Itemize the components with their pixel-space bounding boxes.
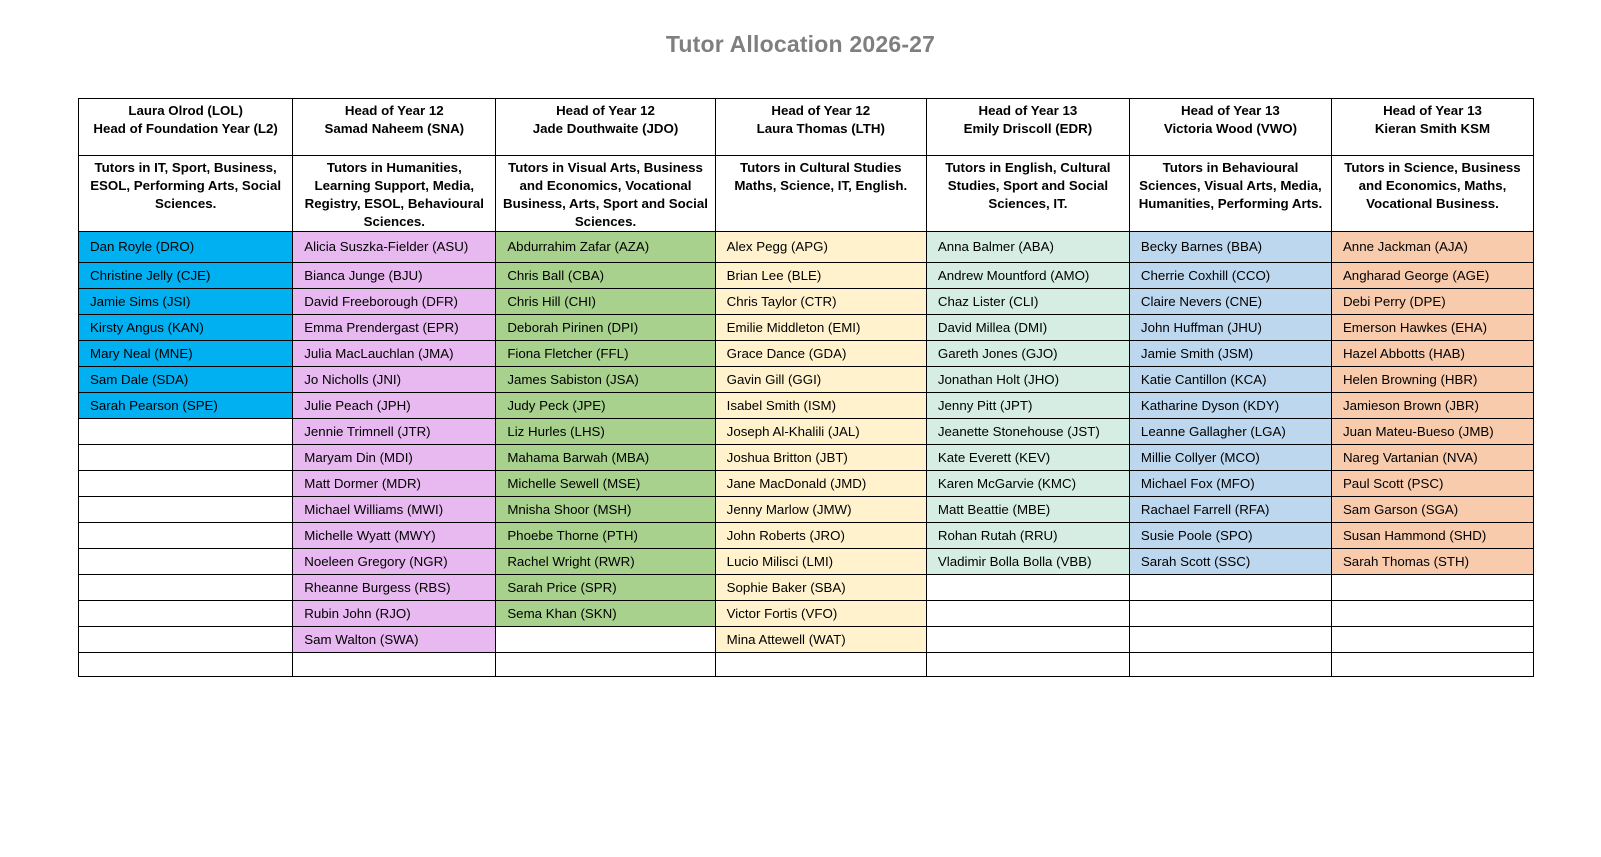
tutor-allocation-table [78,98,1534,677]
tutor-cell: Emerson Hawkes (EHA) [1331,315,1533,341]
tutor-cell: Rachel Wright (RWR) [496,549,715,575]
tutor-cell: Rachael Farrell (RFA) [1129,497,1331,523]
empty-cell [79,653,293,677]
empty-cell [79,549,293,575]
column-description-3: Tutors in Visual Arts, Business and Economics, Vocational Business, Arts, Sport and Social Sciences. [496,156,715,232]
tutor-cell: Gareth Jones (GJO) [926,341,1129,367]
column-header-5 [926,99,1129,156]
tutor-cell: Mahama Barwah (MBA) [496,445,715,471]
tutor-cell: Nareg Vartanian (NVA) [1331,445,1533,471]
empty-cell [79,523,293,549]
tutor-cell: Sophie Baker (SBA) [715,575,926,601]
header-head-name: Emily Driscoll (EDR) [963,121,1093,136]
tutor-cell: Fiona Fletcher (FFL) [496,341,715,367]
table-row [79,341,1534,367]
description-row [79,156,1534,232]
tutor-cell: Chaz Lister (CLI) [926,289,1129,315]
tutor-cell: Victor Fortis (VFO) [715,601,926,627]
empty-cell [293,653,496,677]
tutor-cell: Becky Barnes (BBA) [1129,232,1331,263]
empty-cell [926,575,1129,601]
table-row [79,653,1534,677]
header-title: Head of Year 12 [556,103,655,118]
column-description-6: Tutors in Behavioural Sciences, Visual Arts, Media, Humanities, Performing Arts. [1129,156,1331,232]
tutor-cell: Deborah Pirinen (DPI) [496,315,715,341]
tutor-cell: Isabel Smith (ISM) [715,393,926,419]
header-head-name: Laura Thomas (LTH) [756,121,885,136]
tutor-cell: Jeanette Stonehouse (JST) [926,419,1129,445]
tutor-cell: John Roberts (JRO) [715,523,926,549]
column-header-7 [1331,99,1533,156]
empty-cell [926,601,1129,627]
tutor-cell: Michelle Wyatt (MWY) [293,523,496,549]
table-row [79,471,1534,497]
tutor-cell: Chris Ball (CBA) [496,263,715,289]
tutor-cell: Helen Browning (HBR) [1331,367,1533,393]
empty-cell [79,471,293,497]
empty-cell [79,627,293,653]
column-description-5: Tutors in English, Cultural Studies, Sport and Social Sciences, IT. [926,156,1129,232]
header-title: Head of Year 12 [771,103,871,118]
header-head-name: Victoria Wood (VWO) [1163,121,1298,136]
tutor-cell: Susie Poole (SPO) [1129,523,1331,549]
table-row [79,419,1534,445]
tutor-cell: Vladimir Bolla Bolla (VBB) [926,549,1129,575]
tutor-cell: Jenny Pitt (JPT) [926,393,1129,419]
header-head-name: Kieran Smith KSM [1374,121,1491,136]
tutor-cell: Cherrie Coxhill (CCO) [1129,263,1331,289]
tutor-cell: Judy Peck (JPE) [496,393,715,419]
table-row [79,393,1534,419]
tutor-cell: Grace Dance (GDA) [715,341,926,367]
tutor-cell: John Huffman (JHU) [1129,315,1331,341]
empty-cell [1129,627,1331,653]
empty-cell [79,419,293,445]
tutor-cell: Jamie Sims (JSI) [79,289,293,315]
column-header-4 [715,99,926,156]
header-title: Head of Year 13 [978,103,1078,118]
tutor-cell: Bianca Junge (BJU) [293,263,496,289]
tutor-cell: Christine Jelly (CJE) [79,263,293,289]
empty-cell [496,627,715,653]
empty-cell [715,653,926,677]
tutor-cell: Joseph Al-Khalili (JAL) [715,419,926,445]
table-row [79,601,1534,627]
header-title: Head of Year 12 [344,103,444,118]
tutor-cell: Jamie Smith (JSM) [1129,341,1331,367]
tutor-cell: Anna Balmer (ABA) [926,232,1129,263]
tutor-cell: Phoebe Thorne (PTH) [496,523,715,549]
empty-cell [1129,601,1331,627]
tutor-cell: Andrew Mountford (AMO) [926,263,1129,289]
tutor-cell: Michael Fox (MFO) [1129,471,1331,497]
column-description-1: Tutors in IT, Sport, Business, ESOL, Performing Arts, Social Sciences. [79,156,293,232]
tutor-cell: Katharine Dyson (KDY) [1129,393,1331,419]
tutor-cell: Brian Lee (BLE) [715,263,926,289]
empty-cell [1331,601,1533,627]
tutor-cell: Alex Pegg (APG) [715,232,926,263]
empty-cell [1129,653,1331,677]
empty-cell [1331,653,1533,677]
tutor-cell: Sarah Pearson (SPE) [79,393,293,419]
table-row [79,523,1534,549]
tutor-cell: Sarah Price (SPR) [496,575,715,601]
header-head-name: Head of Foundation Year (L2) [93,121,278,136]
column-header-1 [79,99,293,156]
tutor-cell: Matt Dormer (MDR) [293,471,496,497]
tutor-cell: Noeleen Gregory (NGR) [293,549,496,575]
tutor-cell: Chris Hill (CHI) [496,289,715,315]
empty-cell [79,445,293,471]
table-row [79,549,1534,575]
table-row [79,627,1534,653]
tutor-cell: Lucio Milisci (LMI) [715,549,926,575]
header-title: Laura Olrod (LOL) [128,103,243,118]
tutor-cell: Dan Royle (DRO) [79,232,293,263]
tutor-cell: Juan Mateu-Bueso (JMB) [1331,419,1533,445]
tutor-cell: Michael Williams (MWI) [293,497,496,523]
tutor-cell: Michelle Sewell (MSE) [496,471,715,497]
table-row [79,263,1534,289]
tutor-cell: Jonathan Holt (JHO) [926,367,1129,393]
tutor-cell: Sam Walton (SWA) [293,627,496,653]
tutor-cell: Rheanne Burgess (RBS) [293,575,496,601]
tutor-cell: Jennie Trimnell (JTR) [293,419,496,445]
column-header-3 [496,99,715,156]
header-row [79,99,1534,156]
empty-cell [1331,627,1533,653]
header-head-name: Jade Douthwaite (JDO) [532,121,679,136]
empty-cell [496,653,715,677]
tutor-cell: Leanne Gallagher (LGA) [1129,419,1331,445]
tutor-cell: Julie Peach (JPH) [293,393,496,419]
tutor-cell: Paul Scott (PSC) [1331,471,1533,497]
tutor-cell: Sarah Thomas (STH) [1331,549,1533,575]
header-title: Head of Year 13 [1181,103,1280,118]
empty-cell [926,653,1129,677]
empty-cell [926,627,1129,653]
tutor-cell: Chris Taylor (CTR) [715,289,926,315]
tutor-cell: Julia MacLauchlan (JMA) [293,341,496,367]
table-row [79,575,1534,601]
tutor-cell: Jenny Marlow (JMW) [715,497,926,523]
table-row [79,445,1534,471]
table-row [79,497,1534,523]
tutor-cell: Jo Nicholls (JNI) [293,367,496,393]
tutor-cell: Katie Cantillon (KCA) [1129,367,1331,393]
tutor-cell: Matt Beattie (MBE) [926,497,1129,523]
tutor-cell: David Freeborough (DFR) [293,289,496,315]
tutor-cell: Sam Garson (SGA) [1331,497,1533,523]
tutor-cell: Sema Khan (SKN) [496,601,715,627]
table-row [79,367,1534,393]
empty-cell [1129,575,1331,601]
empty-cell [79,575,293,601]
tutor-cell: Rubin John (RJO) [293,601,496,627]
table-row [79,289,1534,315]
empty-cell [79,497,293,523]
empty-cell [79,601,293,627]
tutor-cell: Millie Collyer (MCO) [1129,445,1331,471]
tutor-cell: Alicia Suszka-Fielder (ASU) [293,232,496,263]
tutor-cell: Sam Dale (SDA) [79,367,293,393]
tutor-cell: Mary Neal (MNE) [79,341,293,367]
column-header-6 [1129,99,1331,156]
header-head-name: Samad Naheem (SNA) [324,121,465,136]
tutor-cell: Maryam Din (MDI) [293,445,496,471]
tutor-cell: James Sabiston (JSA) [496,367,715,393]
table-row [79,232,1534,263]
empty-cell [1331,575,1533,601]
column-description-2: Tutors in Humanities, Learning Support, Media, Registry, ESOL, Behavioural Sciences. [293,156,496,232]
tutor-cell: Gavin Gill (GGI) [715,367,926,393]
tutor-cell: Anne Jackman (AJA) [1331,232,1533,263]
column-description-4: Tutors in Cultural Studies Maths, Science, IT, English. [715,156,926,232]
header-title: Head of Year 13 [1383,103,1482,118]
table-row [79,315,1534,341]
tutor-cell: Angharad George (AGE) [1331,263,1533,289]
column-header-2 [293,99,496,156]
tutor-cell: Liz Hurles (LHS) [496,419,715,445]
tutor-cell: David Millea (DMI) [926,315,1129,341]
tutor-cell: Debi Perry (DPE) [1331,289,1533,315]
tutor-cell: Mnisha Shoor (MSH) [496,497,715,523]
tutor-cell: Jamieson Brown (JBR) [1331,393,1533,419]
tutor-cell: Mina Attewell (WAT) [715,627,926,653]
tutor-cell: Rohan Rutah (RRU) [926,523,1129,549]
tutor-cell: Jane MacDonald (JMD) [715,471,926,497]
tutor-cell: Kirsty Angus (KAN) [79,315,293,341]
tutor-cell: Claire Nevers (CNE) [1129,289,1331,315]
tutor-cell: Hazel Abbotts (HAB) [1331,341,1533,367]
tutor-cell: Emilie Middleton (EMI) [715,315,926,341]
tutor-cell: Abdurrahim Zafar (AZA) [496,232,715,263]
tutor-cell: Joshua Britton (JBT) [715,445,926,471]
tutor-cell: Karen McGarvie (KMC) [926,471,1129,497]
column-description-7: Tutors in Science, Business and Economics, Maths, Vocational Business. [1331,156,1533,232]
tutor-cell: Emma Prendergast (EPR) [293,315,496,341]
tutor-cell: Sarah Scott (SSC) [1129,549,1331,575]
tutor-cell: Susan Hammond (SHD) [1331,523,1533,549]
tutor-cell: Kate Everett (KEV) [926,445,1129,471]
page-title: Tutor Allocation 2026-27 [665,31,936,57]
